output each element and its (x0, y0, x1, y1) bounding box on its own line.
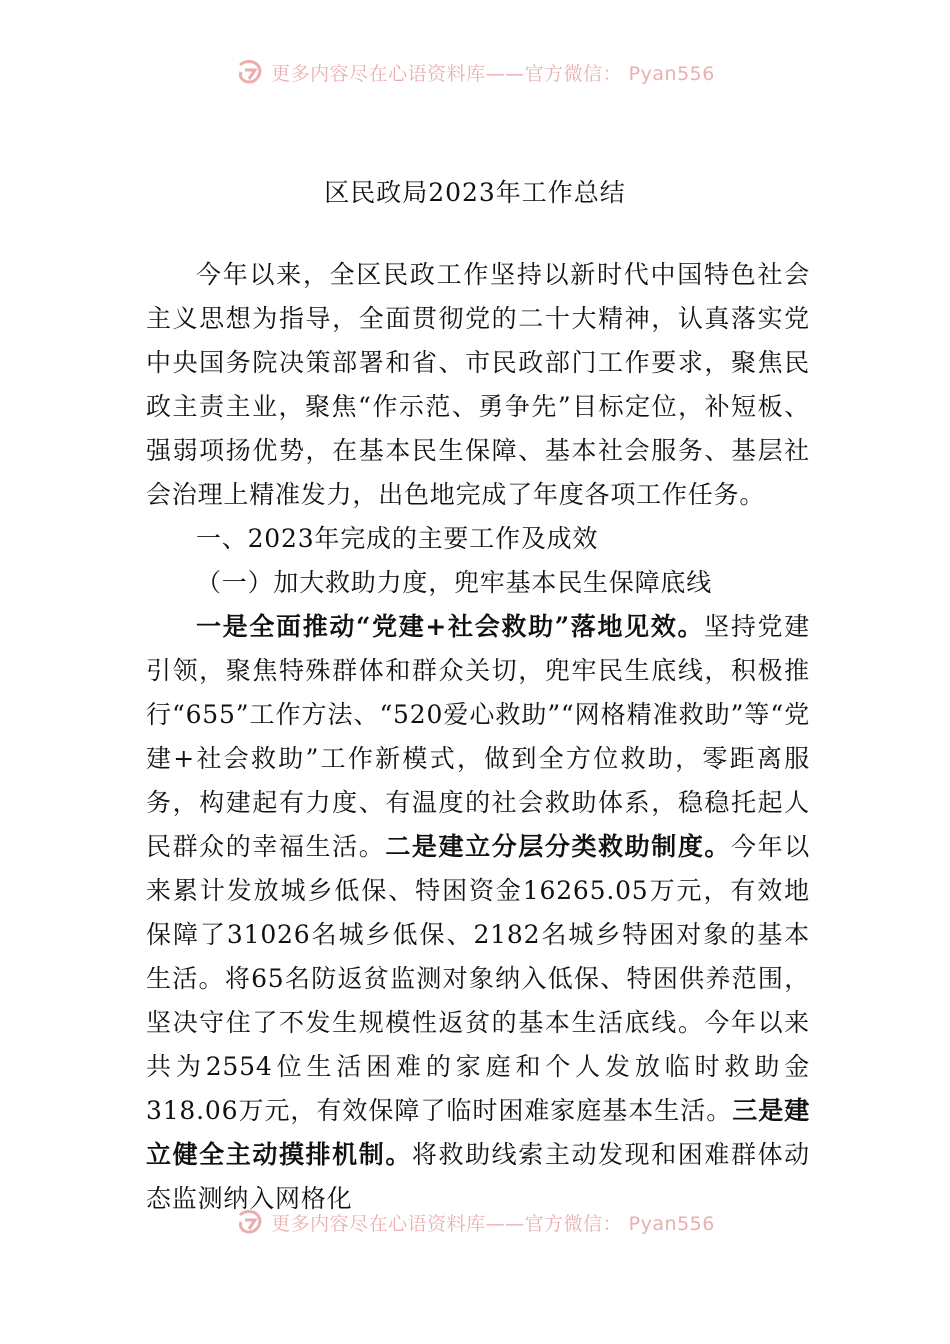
body-paragraph (146, 605, 810, 1221)
point-1-heading: 一是全面推动“党建+社会救助”落地见效。 (196, 612, 705, 641)
watermark-text: 更多内容尽在心语资料库——官方微信： Pyan556 (271, 1212, 715, 1235)
intro-paragraph: 今年以来，全区民政工作坚持以新时代中国特色社会主义思想为指导，全面贯彻党的二十大精神，认真落实党中央国务院决策部署和省、市民政部门工作要求，聚焦民政主责主业，聚焦“作示范、勇争先”目标定位，补短板、强弱项扬优势，在基本民生保障、基本社会服务、基层社会治理上精准发力，出色地完成了年度各项工作任务。 (146, 260, 810, 509)
document-body (146, 253, 810, 1221)
point-2-heading: 二是建立分层分类救助制度。 (385, 832, 732, 861)
watermark-header (0, 52, 950, 92)
watermark-logo-icon (235, 57, 265, 87)
watermark-logo-icon (235, 1207, 265, 1237)
document-title: 区民政局2023年工作总结 (324, 178, 626, 207)
subsection-heading: （一）加大救助力度，兜牢基本民生保障底线 (196, 568, 713, 597)
point-2-text: 今年以来累计发放城乡低保、特困资金16265.05万元，有效地保障了31026名城乡低保、2182名城乡特困对象的基本生活。将65名防返贫监测对象纳入低保、特困供养范围，坚决守住了不发生规模性返贫的基本生活底线。今年以来共为2554位生活困难的家庭和个人发放临时救助金318.06万元，有效保障了临时困难家庭基本生活。 (146, 832, 810, 1125)
point-3-heading: 三是建立健全主动摸排机制。 (146, 1096, 810, 1169)
point-3-text: 将救助线索主动发现和困难群体动态监测纳入网格化 (146, 1140, 810, 1213)
point-1-text: 坚持党建引领，聚焦特殊群体和群众关切，兜牢民生底线，积极推行“655”工作方法、“520爱心救助”“网格精准救助”等“党建+社会救助”工作新模式，做到全方位救助，零距离服务，构建起有力度、有温度的社会救助体系，稳稳托起人民群众的幸福生活。 (146, 612, 810, 861)
watermark-footer (0, 1202, 950, 1242)
section-heading: 一、2023年完成的主要工作及成效 (196, 524, 599, 553)
watermark-text: 更多内容尽在心语资料库——官方微信： Pyan556 (271, 62, 715, 85)
